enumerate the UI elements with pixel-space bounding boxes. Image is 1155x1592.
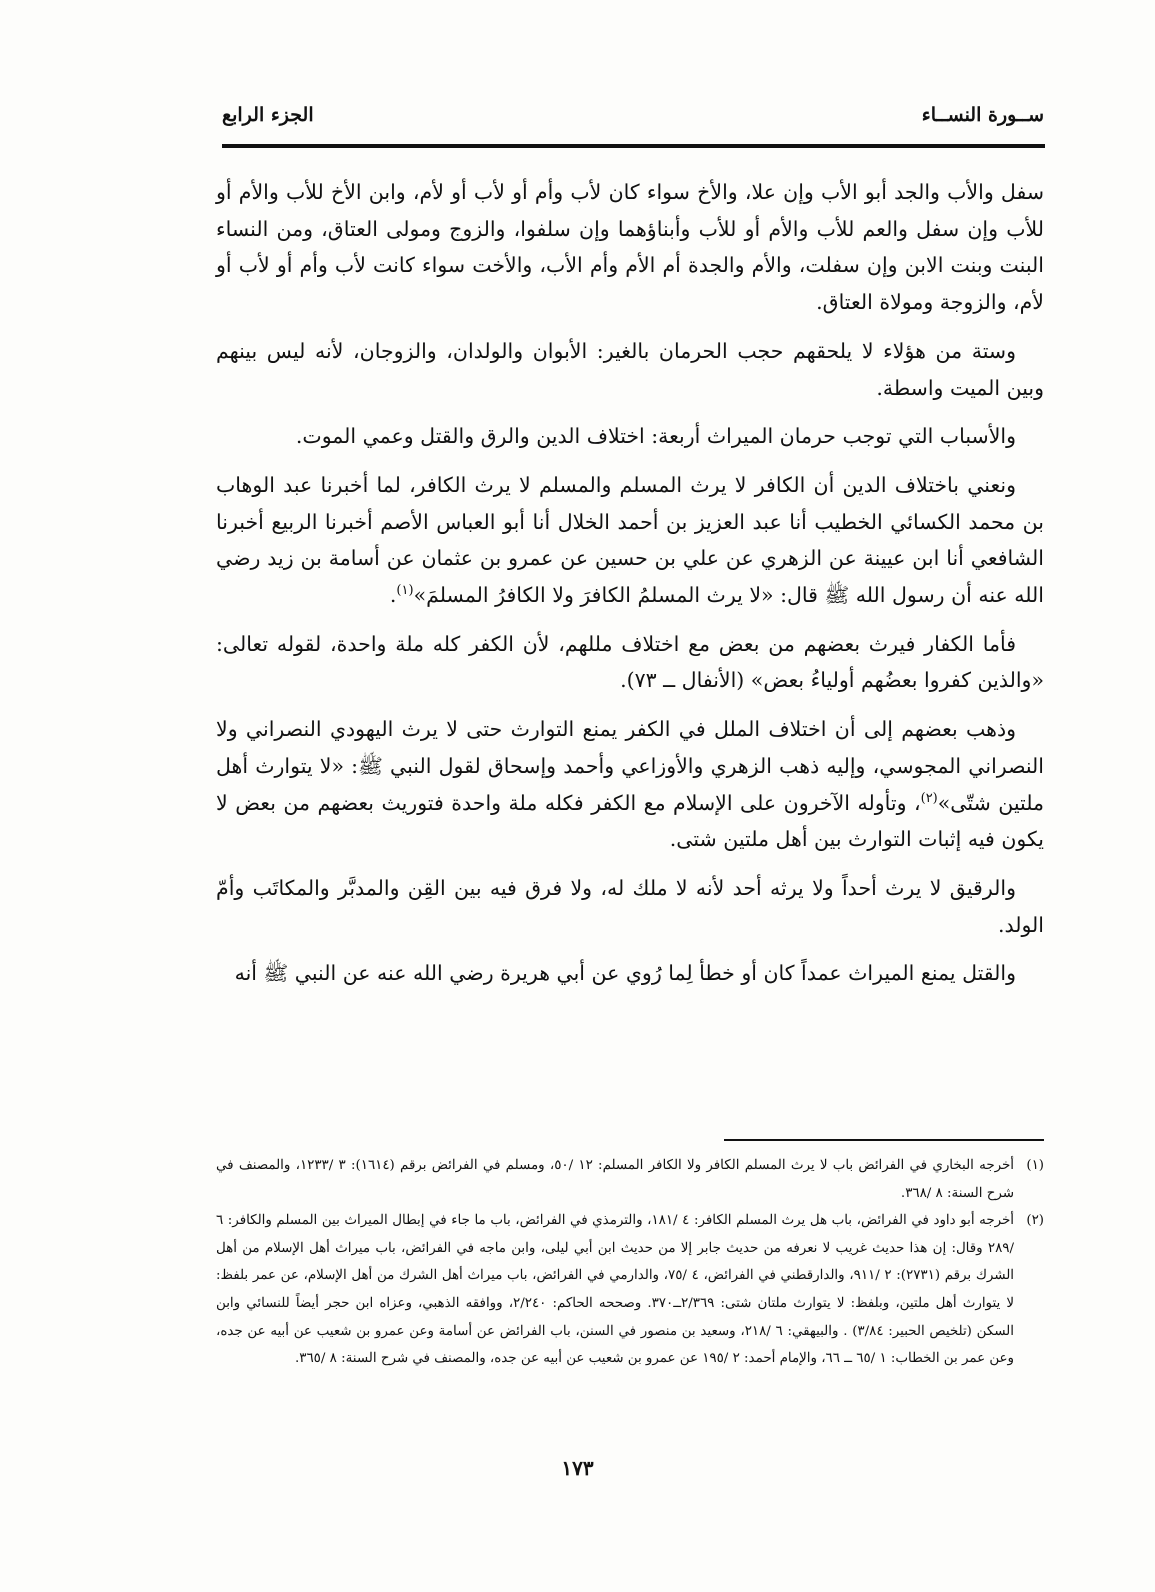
paragraph: ونعني باختلاف الدين أن الكافر لا يرث المسلم والمسلم لا يرث الكافر، لما أخبرنا عبد الوهاب بن محمد الكسائي الخطيب أنا عبد العزيز بن أحمد الخلال أنا أبو العباس الأصم أخبرنا الربيع أخبرنا الشافعي أنا ابن عيينة عن الزهري عن علي بن حسين عن عمرو بن عثمان عن أسامة بن زيد رضي الله عنه أن رسول الله ﷺ قال: «لا يرث المسلمُ الكافرَ ولا الكافرُ المسلمَ»$^{(١)}$. [216, 472, 1044, 608]
paragraph [216, 626, 1044, 699]
paragraph [216, 418, 1044, 455]
juz-title: الجزء الرابع [222, 104, 314, 126]
paragraph-text: وستة من هؤلاء لا يلحقهم حجب الحرمان بالغير: الأبوان والولدان، والزوجان، لأنه ليس بينهم وبين الميت واسطة. [216, 338, 1044, 400]
paragraph [216, 333, 1044, 406]
paragraph-text: وذهب بعضهم إلى أن اختلاف الملل في الكفر يمنع التوارث حتى لا يرث اليهودي النصراني ولا النصراني المجوسي، وإليه ذهب الزهري والأوزاعي وأحمد وإسحاق لقول النبي ﷺ: «لا يتوارث أهل ملتين شتّى» [216, 717, 1044, 815]
paragraph-text: ونعني باختلاف الدين أن الكافر لا يرث المسلم والمسلم لا يرث الكافر، لما أخبرنا عبد الوهاب بن محمد الكسائي الخطيب أنا عبد العزيز بن أحمد الخلال أنا أبو العباس الأصم أخبرنا الربيع أخبرنا الشافعي أنا ابن عيينة عن الزهري عن علي بن حسين عن عمرو بن عثمان عن أسامة بن زيد رضي الله عنه أن رسول الله ﷺ قال: «لا يرث المسلمُ الكافرَ ولا الكافرُ المسلمَ» [216, 472, 1044, 608]
footnote-marker: (١) [396, 583, 414, 599]
footnote-number: (١) [1026, 1158, 1044, 1173]
paragraph-text: فأما الكفار فيرث بعضهم من بعض مع اختلاف مللهم، لأن الكفر كله ملة واحدة، لقوله تعالى: «والذين كفروا بعضُهم أولياءُ بعض» (الأنفال ــ ٧٣). [216, 631, 1044, 693]
paragraph [216, 870, 1044, 943]
header-rule [222, 144, 1045, 148]
footnote-marker: (٢) [920, 790, 938, 806]
footnote [216, 1152, 1044, 1207]
page-header [222, 100, 1044, 134]
footnote-text: أخرجه أبو داود في الفرائض، باب هل يرث المسلم الكافر: ٤ /١٨١، والترمذي في الفرائض، باب ما جاء في إبطال الميراث بين المسلم والكافر: ٦ /٢٨٩ وقال: إن هذا حديث غريب لا نعرفه من حديث جابر إلا من حديث ابن أبي ليلى، وابن ماجه في الفرائض، باب ميراث أهل الإسلام من أهل الشرك برقم (٢٧٣١): ٢ /٩١١، والدارقطني في الفرائض، ٤ /٧٥، والدارمي في الفرائض، باب ميراث أهل الشرك من أهل الإسلام، عن عمر بلفظ: لا يتوارث أهل ملتين، وبلفظ: لا يتوارث ملتان شتى: ٢/٣٦٩ــ٣٧٠. وصححه الحاكم: ٢/٢٤٠، ووافقه الذهبي، وعزاه ابن حجر أيضاً للنسائي وابن السكن (تلخيص الحبير: ٣/٨٤) . والبيهقي: ٦ /٢١٨، وسعيد بن منصور في السنن، باب الفرائض عن أسامة وعن عمرو بن شعيب عن أبيه عن جده، وعن عمر بن الخطاب: ١ /٦٥ ــ ٦٦، والإمام أحمد: ٢ /١٩٥ عن عمرو بن شعيب عن أبيه عن جده، والمصنف في شرح السنة: ٨ /٣٦٥. [216, 1213, 1014, 1367]
paragraph-text: سفل والأب والجد أبو الأب وإن علا، والأخ سواء كان لأب وأم أو لأب أو لأم، وابن الأخ للأب والأم أو للأب وإن سفل والعم للأب والأم أو للأب وأبناؤهما وإن سلفوا، والزوج ومولى العتاق، ومن النساء البنت وبنت الابن وإن سفلت، والأم والجدة أم الأم وأم الأب، والأخت سواء كانت لأب وأم أو لأب أو لأم، والزوجة ومولاة العتاق. [216, 180, 1044, 315]
paragraph-text: والقتل يمنع الميراث عمداً كان أو خطأ لِما رُوي عن أبي هريرة رضي الله عنه عن النبي ﷺ أنه [234, 961, 1016, 986]
paragraph-text: والأسباب التي توجب حرمان الميراث أربعة: اختلاف الدين والرق والقتل وعمي الموت. [295, 424, 1016, 449]
footnote [216, 1207, 1044, 1373]
footnotes [216, 1152, 1044, 1373]
main-text [216, 174, 1044, 1004]
surah-title: ســورة النســاء [921, 104, 1044, 126]
footnote-text: أخرجه البخاري في الفرائض باب لا يرث المسلم الكافر ولا الكافر المسلم: ١٢ /٥٠، ومسلم في الفرائض برقم (١٦١٤): ٣ /١٢٣٣، والمصنف في شرح السنة: ٨ /٣٦٨. [216, 1158, 1014, 1201]
paragraph [216, 955, 1044, 992]
paragraph-text: ، وتأوله الآخرون على الإسلام مع الكفر فكله ملة واحدة فتوريث بعضهم من بعض لا يكون فيه إثبات التوارث بين أهل ملتين شتى. [216, 790, 1044, 852]
footnote-rule [724, 1139, 1044, 1141]
footnote-number: (٢) [1026, 1213, 1044, 1229]
paragraph [216, 711, 1044, 858]
paragraph [216, 174, 1044, 321]
paragraph-text: والرقيق لا يرث أحداً ولا يرثه أحد لأنه لا ملك له، ولا فرق فيه بين القِن والمدبَّر والمكاتَب وأمّ الولد. [216, 875, 1044, 937]
page-number: ١٧٣ [561, 1456, 594, 1480]
